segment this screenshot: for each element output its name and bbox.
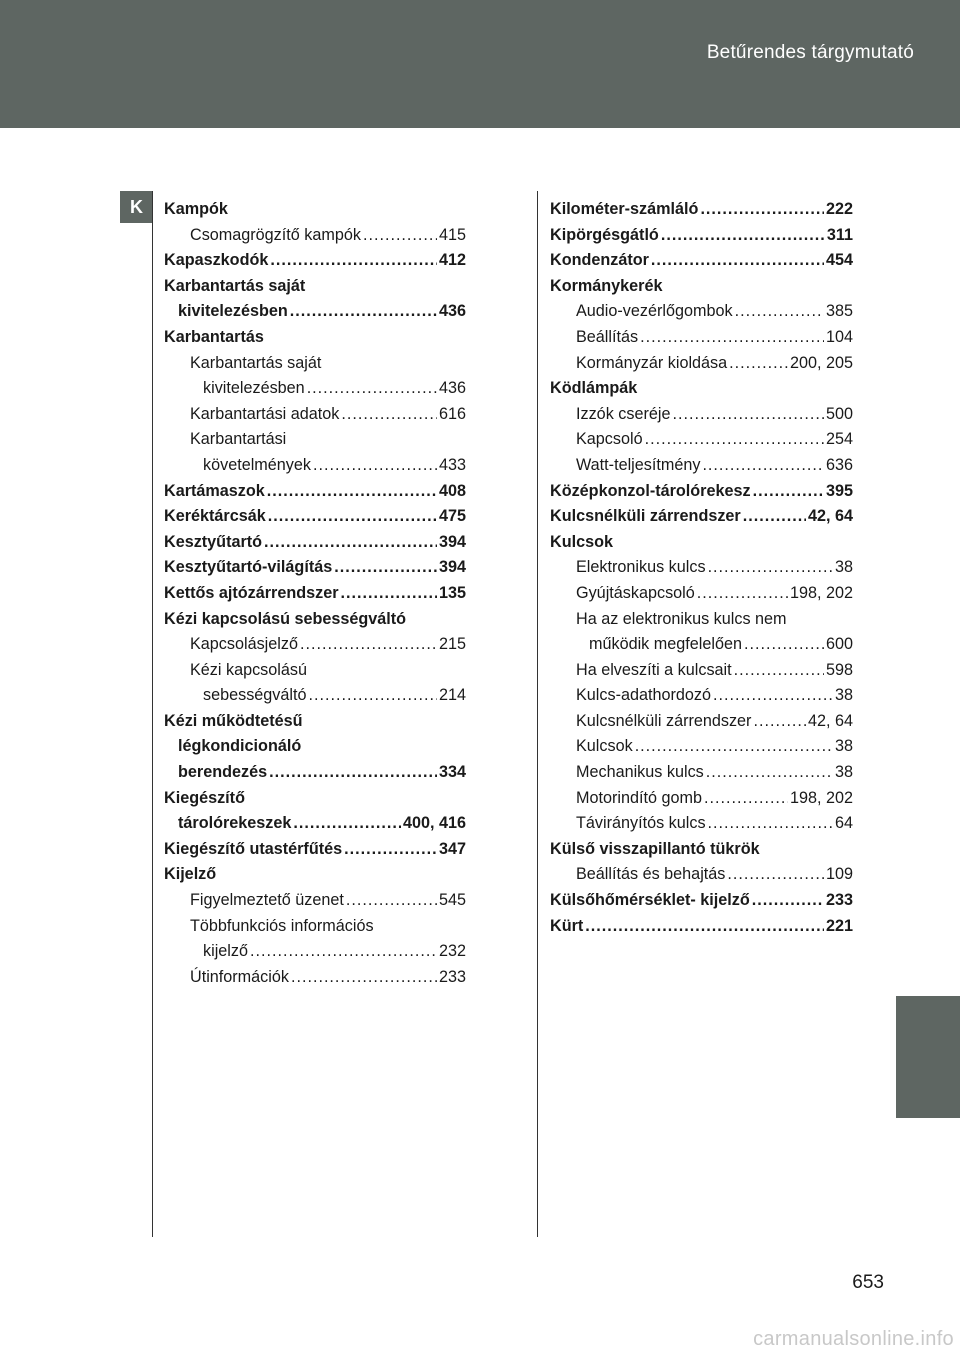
entry-term: Kézi kapcsolású sebességváltó [164,609,407,628]
index-entry [550,709,853,735]
header-title: Betűrendes tárgymutató [706,42,914,63]
entry-term: Kiegészítő utastérfűtés [164,839,343,858]
index-entry [164,888,466,914]
entry-term: kivitelezésben [178,302,288,321]
index-entry [164,786,466,812]
dot-leader [708,555,833,581]
dot-leader [713,683,833,709]
dot-leader [651,248,824,274]
index-entry [550,197,853,223]
entry-page: 311 [826,225,853,244]
entry-term: kijelző [203,942,248,961]
index-entry [164,274,466,300]
page-header [0,0,960,128]
dot-leader [753,709,806,735]
index-entry [164,862,466,888]
entry-page: 334 [438,763,466,782]
entry-page: 636 [825,455,853,474]
index-entry [164,299,466,325]
index-entry [550,914,853,940]
entry-term: Figyelmeztető üzenet [190,891,344,910]
entry-term: Kesztyűtartó-világítás [164,558,333,577]
entry-page: 221 [825,916,853,935]
entry-term: Kettős ajtózárrendszer [164,583,339,602]
index-entry [550,325,853,351]
index-entry [550,555,853,581]
index-entry [164,709,466,735]
watermark: carmanualsonline.info [753,1328,954,1350]
entry-term: Csomagrögzítő kampók [190,225,361,244]
index-entry [164,581,466,607]
entry-term: Ha az elektronikus kulcs nem [576,609,787,628]
column-divider-right [537,191,538,1237]
index-entry [550,862,853,888]
index-entry [164,607,466,633]
index-entry [164,223,466,249]
entry-page: 475 [438,507,466,526]
entry-page: 135 [438,583,466,602]
entry-term: Kijelző [164,865,217,884]
index-column-left [164,197,466,990]
index-column-right [550,197,853,939]
index-entry [550,888,853,914]
entry-term: Motorindító gomb [576,788,702,807]
index-entry [550,786,853,812]
entry-page: 42, 64 [807,507,853,526]
entry-page: 38 [834,686,853,705]
dot-leader [704,786,788,812]
dot-leader [291,965,437,991]
index-entry [550,683,853,709]
index-entry [550,632,853,658]
entry-term: Útinformációk [190,967,289,986]
entry-page: 64 [834,814,853,833]
entry-page: 454 [825,251,853,270]
dot-leader [708,811,833,837]
dot-leader [270,248,437,274]
dot-leader [341,581,437,607]
entry-term: Keréktárcsák [164,507,266,526]
entry-term: Kapcsoló [576,430,643,449]
entry-page: 214 [438,686,466,705]
index-entry [550,427,853,453]
index-entry [164,402,466,428]
dot-leader [752,888,824,914]
index-entry [164,351,466,377]
entry-term: Karbantartási [190,430,287,449]
dot-leader [585,914,824,940]
dot-leader [307,376,437,402]
entry-term: Kapcsolásjelző [190,635,298,654]
entry-term: Beállítás és behajtás [576,865,726,884]
index-entry [550,581,853,607]
entry-page: 545 [438,891,466,910]
dot-leader [341,402,437,428]
entry-page: 109 [825,865,853,884]
entry-term: Izzók cseréje [576,404,671,423]
index-entry [550,248,853,274]
entry-term: Többfunkciós információs [190,916,374,935]
entry-term: Külső visszapillantó tükrök [550,839,760,858]
index-entry [164,632,466,658]
entry-term: Kapaszkodók [164,251,269,270]
dot-leader [346,888,437,914]
entry-term: Külsőhőmérséklet- kijelző [550,891,750,910]
entry-term: Kulcsnélküli zárrendszer [576,711,752,730]
entry-term: berendezés [178,763,268,782]
dot-leader [363,223,437,249]
entry-term: Kulcsnélküli zárrendszer [550,507,741,526]
section-side-tab [896,996,960,1118]
dot-leader [661,223,825,249]
dot-leader [267,479,437,505]
index-entry [164,504,466,530]
entry-page: 233 [825,891,853,910]
dot-leader [268,504,437,530]
entry-page: 394 [438,558,466,577]
index-entry [164,197,466,223]
index-entry [164,555,466,581]
entry-page: 395 [825,481,853,500]
dot-leader [635,734,833,760]
entry-page: 500 [825,404,853,423]
index-entry [164,658,466,684]
entry-page: 598 [825,660,853,679]
entry-page: 222 [825,200,853,218]
dot-leader [706,760,833,786]
index-entry [164,837,466,863]
index-entry [164,811,466,837]
entry-term: Kiegészítő [164,788,245,807]
index-entry [164,479,466,505]
entry-term: Karbantartás saját [190,353,322,372]
entry-term: Karbantartási adatok [190,404,340,423]
entry-page: 415 [438,225,466,244]
entry-term: Kulcsok [576,737,633,756]
dot-leader [344,837,437,863]
dot-leader [250,939,437,965]
dot-leader [313,453,437,479]
index-entry [550,223,853,249]
entry-term: Kürt [550,916,584,935]
entry-page: 233 [438,967,466,986]
index-entry [550,504,853,530]
entry-page: 412 [438,251,466,270]
entry-term: Beállítás [576,327,639,346]
index-entry [550,734,853,760]
dot-leader [734,658,824,684]
entry-page: 232 [438,942,466,961]
index-entry [550,658,853,684]
entry-page: 408 [438,481,466,500]
entry-term: Kipörgésgátló [550,225,659,244]
entry-term: Kézi működtetésű [164,711,303,730]
entry-page: 385 [825,302,853,321]
index-entry [164,683,466,709]
entry-term: Ha elveszíti a kulcsait [576,660,732,679]
index-entry [164,939,466,965]
index-entry [550,479,853,505]
dot-leader [743,504,806,530]
index-entry [550,837,853,863]
entry-page: 347 [438,839,466,858]
dot-leader [645,427,824,453]
entry-page: 198, 202 [789,583,853,602]
index-entry [164,453,466,479]
entry-page: 600 [825,635,853,654]
entry-term: Kulcsok [550,532,613,551]
dot-leader [744,632,824,658]
index-entry [164,914,466,940]
index-entry [164,734,466,760]
index-entry [164,248,466,274]
index-entry [550,607,853,633]
index-entry [550,811,853,837]
entry-page: 38 [834,558,853,577]
dot-leader [702,453,824,479]
entry-term: Elektronikus kulcs [576,558,706,577]
entry-term: Kampók [164,200,228,218]
entry-page: 433 [438,455,466,474]
dot-leader [290,299,437,325]
dot-leader [753,479,824,505]
dot-leader [700,197,824,223]
dot-leader [727,862,824,888]
entry-page: 104 [825,327,853,346]
entry-term: Karbantartás saját [164,276,306,295]
entry-page: 42, 64 [807,711,853,730]
column-divider-left [152,191,153,1237]
index-entry [550,530,853,556]
entry-page: 198, 202 [789,788,853,807]
entry-term: Audio-vezérlőgombok [576,302,733,321]
entry-page: 38 [834,763,853,782]
index-entry [164,530,466,556]
entry-page: 254 [825,430,853,449]
entry-page: 436 [438,302,466,321]
index-entry [164,965,466,991]
letter-tab: K [120,191,153,223]
index-entry [550,402,853,428]
index-entry [164,325,466,351]
entry-term: Kilométer-számláló [550,200,699,218]
dot-leader [672,402,824,428]
dot-leader [300,632,437,658]
entry-term: Watt-teljesítmény [576,455,701,474]
dot-leader [640,325,824,351]
entry-page: 400, 416 [402,814,466,833]
entry-term: Gyújtáskapcsoló [576,583,695,602]
entry-term: Kartámaszok [164,481,265,500]
entry-term: Karbantartás [164,327,264,346]
dot-leader [735,299,824,325]
entry-term: légkondicionáló [178,737,302,756]
dot-leader [309,683,437,709]
index-entry [164,427,466,453]
index-entry [550,351,853,377]
dot-leader [264,530,437,556]
index-entry [164,760,466,786]
entry-term: Kézi kapcsolású [190,660,307,679]
entry-page: 38 [834,737,853,756]
entry-page: 394 [438,532,466,551]
entry-term: működik megfelelően [589,635,742,654]
entry-term: tárolórekeszek [178,814,292,833]
entry-term: követelmények [203,455,311,474]
entry-term: kivitelezésben [203,379,305,398]
entry-term: Kesztyűtartó [164,532,263,551]
entry-page: 215 [438,635,466,654]
dot-leader [293,811,401,837]
entry-term: Kondenzátor [550,251,649,270]
dot-leader [729,351,788,377]
entry-term: sebességváltó [203,686,307,705]
index-entry [550,760,853,786]
entry-term: Mechanikus kulcs [576,763,704,782]
dot-leader [697,581,788,607]
index-entry [550,376,853,402]
page-number: 653 [852,1272,884,1293]
dot-leader [269,760,437,786]
entry-page: 436 [438,379,466,398]
entry-term: Középkonzol-tárolórekesz [550,481,751,500]
dot-leader [334,555,437,581]
entry-page: 200, 205 [789,353,853,372]
entry-term: Kormánykerék [550,276,663,295]
entry-term: Kormányzár kioldása [576,353,728,372]
entry-page: 616 [438,404,466,423]
index-entry [550,299,853,325]
entry-term: Ködlámpák [550,379,638,398]
index-entry [164,376,466,402]
entry-term: Távirányítós kulcs [576,814,706,833]
entry-term: Kulcs-adathordozó [576,686,711,705]
index-entry [550,453,853,479]
index-entry [550,274,853,300]
